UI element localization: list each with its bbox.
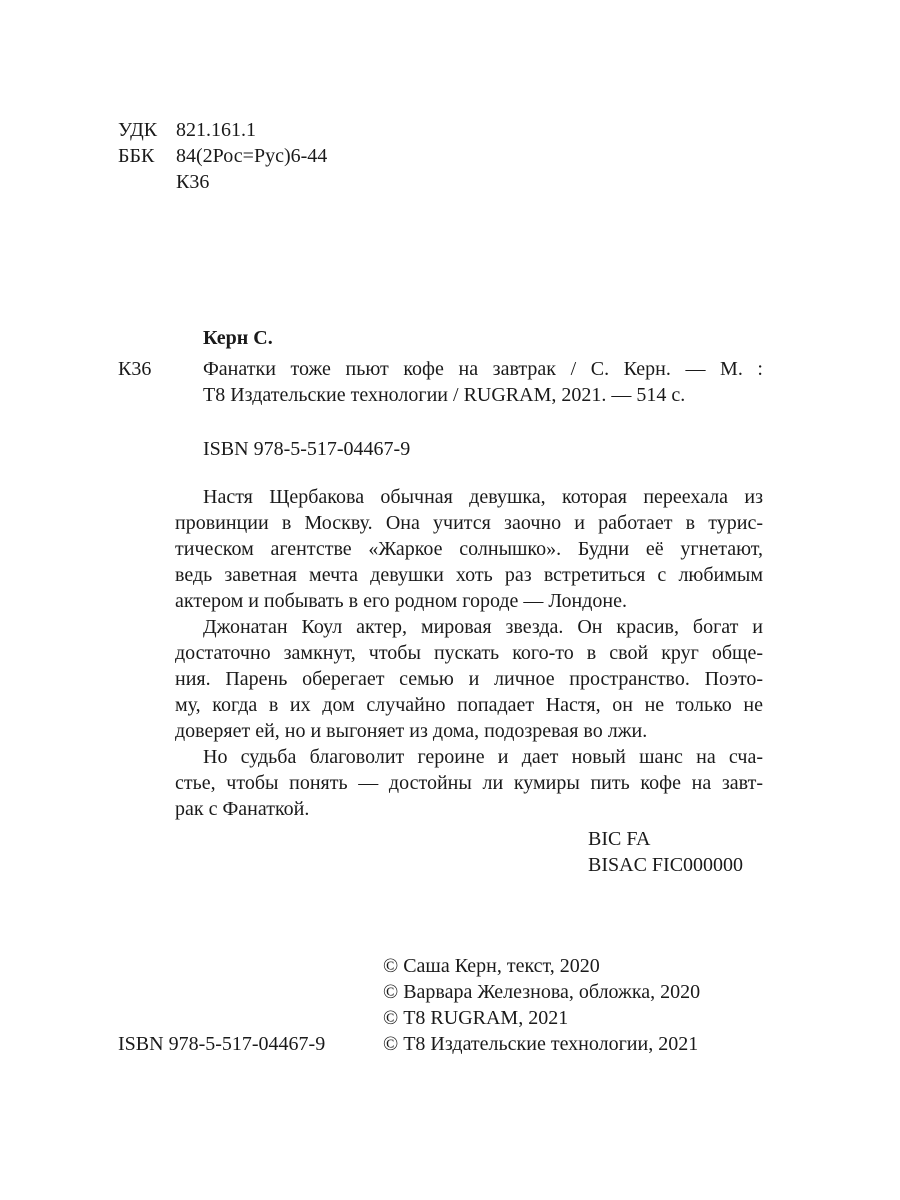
annotation [175,484,763,822]
copyright-line: © Саша Керн, текст, 2020 [383,955,600,977]
bibliographic-description [203,356,763,408]
author-mark: К36 [176,171,210,193]
annotation-line: Настя Щербакова обычная девушка, которая переехала из [203,486,763,508]
copyright-line: © Варвара Железнова, обложка, 2020 [383,981,701,1003]
annotation-line: провинции в Москву. Она учится заочно и работает в турис- [175,512,763,534]
copyright-line: © Т8 Издательские технологии, 2021 [383,1033,699,1055]
copyright-line: © Т8 RUGRAM, 2021 [383,1007,569,1029]
annotation-paragraph [175,484,763,614]
annotation-line: Джонатан Коул актер, мировая звезда. Он красив, богат и [203,616,763,638]
annotation-line: тическом агентстве «Жаркое солнышко». Будни её угнетают, [175,538,763,560]
annotation-line: доверяет ей, но и выгоняет из дома, подозревая во лжи. [175,720,648,742]
author-side-mark: К36 [118,358,152,380]
bic-code: BIC FA [588,828,651,850]
annotation-line: ведь заветная мечта девушки хоть раз встретиться с любимым [175,564,763,586]
isbn-bottom: ISBN 978-5-517-04467-9 [118,1033,326,1055]
author-name: Керн С. [203,327,273,349]
bbk-label: ББК [118,145,155,167]
annotation-line: Но судьба благоволит героине и дает новый шанс на сча- [203,746,763,768]
bib-line: Фанатки тоже пьют кофе на завтрак / С. Керн. — М. : [203,358,763,380]
annotation-line: рак с Фанаткой. [175,798,310,820]
bisac-code: BISAC FIC000000 [588,854,744,876]
annotation-line: му, когда в их дом случайно попадает Настя, он не только не [175,694,763,716]
annotation-line: стье, чтобы понять — достойны ли кумиры пить кофе на завт- [175,772,763,794]
annotation-line: достаточно замкнут, чтобы пускать кого-то в свой круг обще- [175,642,763,664]
annotation-paragraph [175,614,763,744]
udk-value: 821.161.1 [176,119,256,141]
annotation-line: ния. Парень оберегает семью и личное пространство. Поэто- [175,668,763,690]
copyright-block [383,953,700,1057]
isbn-top: ISBN 978-5-517-04467-9 [203,438,411,460]
bbk-value: 84(2Рос=Рус)6-44 [176,145,328,167]
annotation-paragraph [175,744,763,822]
annotation-line: актером и побывать в его родном городе — Лондоне. [175,590,627,612]
bib-line: Т8 Издательские технологии / RUGRAM, 2021. — 514 с. [203,384,686,406]
udk-label: УДК [118,119,158,141]
